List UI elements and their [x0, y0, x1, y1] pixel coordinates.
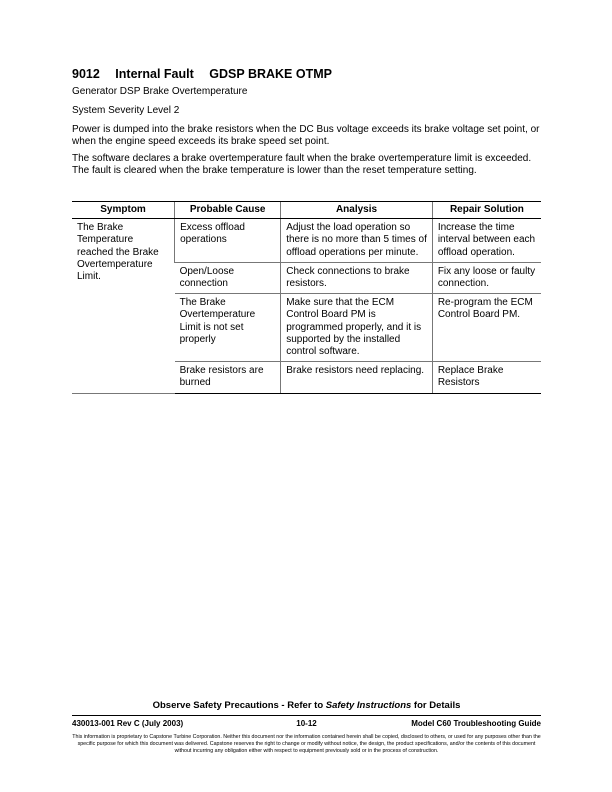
header-repair-solution: Repair Solution	[432, 202, 541, 219]
fault-title	[72, 67, 332, 81]
proprietary-disclaimer: This information is proprietary to Capstone Turbine Corporation. Neither this document nor the information contained herein shall be copied, disclosed to others, or used for any purposes other than the specific purpose for which this document was delivered. Capstone reserves the right to change or modify without notice, the design, the product specifications, and/or the contents of this document without incurring any obligation either with respect to equipment previously sold or in the process of construction.	[72, 734, 541, 754]
repair-cell: Fix any loose or faulty connection.	[432, 262, 541, 293]
safety-notice-suffix: for Details	[411, 700, 461, 711]
description-paragraph-2: The software declares a brake overtemperature fault when the brake overtemperature limit is exceeded. The fault is cleared when the brake temperature is lower than the reset temperature setting.	[72, 153, 532, 176]
table-row	[72, 219, 541, 263]
safety-notice	[72, 700, 541, 711]
severity-level: System Severity Level 2	[72, 105, 180, 116]
footer-divider	[72, 715, 541, 716]
fault-code: 9012	[72, 67, 100, 81]
safety-instructions-reference: Safety Instructions	[325, 700, 412, 711]
header-analysis: Analysis	[281, 202, 433, 219]
symptom-cell: The Brake Temperature reached the Brake Overtemperature Limit.	[72, 219, 175, 393]
fault-name: GDSP BRAKE OTMP	[209, 67, 332, 81]
analysis-cell: Check connections to brake resistors.	[281, 262, 433, 293]
header-probable-cause: Probable Cause	[175, 202, 281, 219]
repair-cell: Re-program the ECM Control Board PM.	[432, 294, 541, 362]
page-number: 10-12	[296, 719, 317, 728]
fault-type: Internal Fault	[115, 67, 194, 81]
fault-subtitle: Generator DSP Brake Overtemperature	[72, 86, 248, 97]
table-header-row	[72, 202, 541, 219]
cause-cell: Brake resistors are burned	[175, 362, 281, 393]
cause-cell: Excess offload operations	[175, 219, 281, 263]
repair-cell: Replace Brake Resistors	[432, 362, 541, 393]
header-symptom: Symptom	[72, 202, 175, 219]
analysis-cell: Make sure that the ECM Control Board PM is programmed properly, and it is supported by the installed control software.	[281, 294, 433, 362]
analysis-cell: Adjust the load operation so there is no more than 5 times of offload operations per minute.	[281, 219, 433, 263]
analysis-cell: Brake resistors need replacing.	[281, 362, 433, 393]
troubleshooting-table	[72, 201, 541, 394]
cause-cell: The Brake Overtemperature Limit is not set properly	[175, 294, 281, 362]
cause-cell: Open/Loose connection	[175, 262, 281, 293]
description-paragraph-1: Power is dumped into the brake resistors when the DC Bus voltage exceeds its brake voltage set point, or when the engine speed exceeds its brake speed set point.	[72, 124, 540, 147]
safety-notice-prefix: Observe Safety Precautions - Refer to	[152, 700, 326, 711]
document-number: 430013-001 Rev C (July 2003)	[72, 719, 184, 728]
guide-title: Model C60 Troubleshooting Guide	[411, 719, 541, 728]
repair-cell: Increase the time interval between each offload operation.	[432, 219, 541, 263]
